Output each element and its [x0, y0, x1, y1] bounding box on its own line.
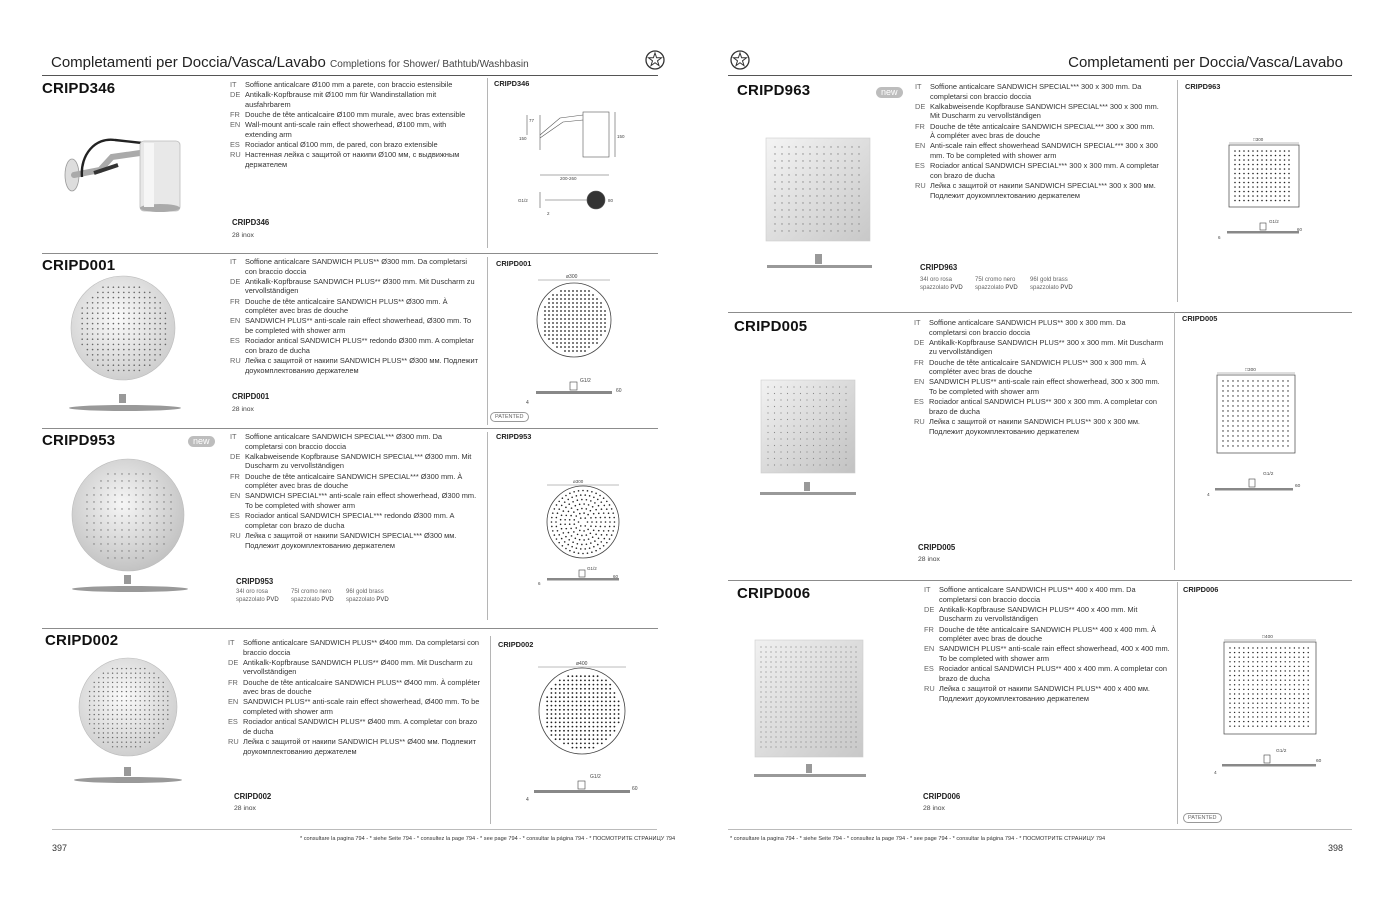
cripd002-technical-drawing — [522, 657, 647, 802]
desc-line: DE Antikalk-Kopfbrause SANDWICH PLUS** Ø400 mm. Mit Duscharm zu vervollständigen — [228, 657, 473, 677]
product-code-cripd963: CRIPD963 — [737, 82, 811, 99]
footer-rule — [52, 829, 657, 830]
cripd953-drawing-code: CRIPD953 — [496, 432, 532, 441]
desc-line: ES Rociador antical SANDWICH PLUS** 400 x 400 mm. A completar con brazo de ducha — [924, 664, 1167, 683]
desc-line: FR Douche de tête anticalcaire SANDWICH PLUS** 300 x 300 mm. À compléter avec bras de douche — [914, 357, 1146, 377]
desc-line: DE Antikalk-Kopfbrause mit Ø100 mm für Wandinstallation mit ausfahrbarem — [230, 90, 437, 109]
dim-label: 60 — [1295, 484, 1301, 489]
desc-line: DE Antikalk-Kopfbrause SANDWICH PLUS** Ø300 mm. Mit Duscharm zu vervollständigen — [230, 276, 475, 296]
cripd001-drawing-code: CRIPD001 — [496, 259, 532, 268]
product-code-cripd953: CRIPD953 — [42, 432, 116, 449]
dim-label: G1/2 — [1263, 472, 1274, 477]
cripd006-bottom-code: CRIPD006 — [923, 792, 961, 801]
dim-label: □300 — [1245, 368, 1256, 373]
left-page-title — [51, 54, 529, 71]
desc-line: DE Kalkabweisende Kopfbrause SANDWICH SPECIAL*** Ø300 mm. Mit Duscharm zu vervollständigen — [230, 451, 472, 471]
finish-option: 96I gold brass spazzolato PVD — [346, 589, 389, 603]
desc-line: IT Soffione anticalcare SANDWICH PLUS** Ø300 mm. Da completarsi con braccio doccia — [230, 257, 468, 276]
desc-line: EN SANDWICH PLUS** anti-scale rain effect showerhead, Ø400 mm. To be completed with shower arm — [228, 697, 480, 716]
cripd953-technical-drawing — [535, 477, 635, 587]
dim-label: ø300 — [573, 479, 584, 484]
cripd005-description — [914, 318, 1164, 437]
dim-label: G1/2 — [1276, 749, 1287, 754]
product-code-cripd002: CRIPD002 — [45, 632, 119, 649]
dim-label: 80 — [608, 198, 614, 203]
desc-line: EN SANDWICH PLUS** anti-scale rain effect showerhead, Ø300 mm. To be completed with shower arm — [230, 316, 472, 335]
desc-line: ES Rociador antical SANDWICH PLUS** Ø400 mm. A completar con brazo de ducha — [228, 717, 478, 736]
finish-option: 96I gold brass spazzolato PVD — [1030, 277, 1073, 291]
cripd005-product-image — [758, 378, 863, 503]
cripd002-drawing-code: CRIPD002 — [498, 640, 534, 649]
section-divider — [42, 428, 658, 429]
star-emblem-icon — [645, 50, 665, 70]
desc-line: IT Soffione anticalcare SANDWICH PLUS** Ø400 mm. Da completarsi con braccio doccia — [228, 638, 480, 657]
desc-line: ES Rociador antical SANDWICH PLUS** 300 x 300 mm. A completar con brazo de ducha — [914, 397, 1157, 416]
dim-label: 60 — [613, 574, 619, 579]
cripd001-description — [230, 257, 480, 376]
cripd346-finish: 28 inox — [232, 232, 254, 239]
dim-label: ø300 — [566, 274, 578, 280]
desc-line: FR Douche de tête anticalcaire SANDWICH PLUS** Ø400 mm. À compléter avec bras de douche — [228, 677, 481, 697]
dim-label: G1/2 — [518, 198, 528, 203]
cripd346-drawing-code: CRIPD346 — [494, 79, 530, 88]
desc-line: RU Лейка с защитой от накипи SANDWICH PLUS** 300 x 300 мм. Подлежит доукомплектованию держателем — [914, 416, 1140, 436]
cripd346-bottom-code: CRIPD346 — [232, 218, 270, 227]
column-divider — [490, 636, 491, 824]
desc-line: RU Лейка с защитой от накипи SANDWICH SPECIAL*** Ø300 мм. Подлежит доукомплектованию держателем — [230, 530, 457, 550]
column-divider — [1177, 80, 1178, 302]
desc-line: EN Anti-scale rain effect showerhead SANDWICH SPECIAL*** 300 x 300 mm. To be completed with shower arm — [915, 141, 1158, 160]
cripd001-technical-drawing — [520, 270, 630, 410]
column-divider — [487, 432, 488, 620]
desc-line: ES Rociador antical SANDWICH SPECIAL*** redondo Ø300 mm. A completar con brazo de ducha — [230, 511, 455, 530]
dim-label: G1/2 — [1269, 219, 1279, 224]
right-page-title: Completamenti per Doccia/Vasca/Lavabo — [1068, 54, 1343, 71]
desc-line: FR Douche de tête anticalcaire SANDWICH SPECIAL*** 300 x 300 mm. À compléter avec bras de douche — [915, 121, 1155, 141]
new-badge: new — [188, 436, 215, 447]
cripd953-finishes — [236, 589, 391, 604]
desc-line: RU Лейка с защитой от накипи SANDWICH PLUS** Ø400 мм. Подлежит доукомплектованию держателем — [228, 736, 476, 756]
cripd002-description — [228, 638, 480, 757]
dim-label: 6 — [1218, 235, 1221, 240]
product-code-cripd346: CRIPD346 — [42, 80, 116, 97]
finish-option: 75I cromo nero spazzolato PVD — [975, 277, 1018, 291]
new-badge: new — [876, 87, 903, 98]
desc-line: FR Douche de tête anticalcaire Ø100 mm murale, avec bras extensible — [230, 109, 466, 119]
dim-label: ø400 — [576, 661, 588, 667]
section-divider — [42, 628, 658, 629]
desc-line: RU Лейка с защитой от накипи SANDWICH SPECIAL*** 300 x 300 мм. Подлежит доукомплектованию держателем — [915, 180, 1156, 200]
dim-label: 4 — [1214, 771, 1217, 776]
product-code-cripd005: CRIPD005 — [734, 318, 808, 335]
dim-label: 2 — [547, 211, 550, 216]
desc-line: EN SANDWICH SPECIAL*** anti-scale rain effect showerhead, Ø300 mm. To be completed with shower arm — [230, 491, 477, 510]
product-code-cripd006: CRIPD006 — [737, 585, 811, 602]
dim-label: 60 — [1316, 759, 1322, 764]
left-page-footer: * consultare la pagina 794 - * siehe Seite 794 - * consultez la page 794 - * see page 794 - * consultar la página 794 - * ПОСМОТРИТЕ СТРАНИЦУ 794 — [300, 836, 676, 842]
desc-line: IT Soffione anticalcare SANDWICH PLUS** 400 x 400 mm. Da completarsi con braccio doccia — [924, 585, 1136, 604]
desc-line: FR Douche de tête anticalcaire SANDWICH SPECIAL*** Ø300 mm. À compléter avec bras de douche — [230, 471, 463, 491]
cripd005-technical-drawing — [1205, 365, 1310, 500]
cripd953-bottom-code: CRIPD953 — [236, 577, 274, 586]
cripd953-product-image — [70, 463, 190, 598]
column-divider — [1174, 312, 1175, 570]
desc-line: EN Wall-mount anti-scale rain effect showerhead, Ø100 mm, with extending arm — [230, 120, 447, 139]
desc-line: DE Antikalk-Kopfbrause SANDWICH PLUS** 300 x 300 mm. Mit Duscharm zu vervollständigen — [914, 337, 1164, 357]
dim-label: G1/2 — [587, 566, 597, 571]
cripd963-technical-drawing — [1215, 135, 1310, 245]
cripd002-product-image — [72, 657, 187, 787]
desc-line: IT Soffione anticalcare SANDWICH SPECIAL*** 300 x 300 mm. Da completarsi con braccio doccia — [915, 82, 1142, 101]
right-header-rule — [728, 75, 1352, 76]
cripd963-description — [915, 82, 1160, 201]
desc-line: ES Rociador antical SANDWICH PLUS** redondo Ø300 mm. A completar con brazo de ducha — [230, 336, 474, 355]
dim-label: 60 — [632, 786, 638, 792]
dim-label: 4 — [1207, 493, 1210, 498]
section-divider — [42, 253, 658, 254]
product-code-cripd001: CRIPD001 — [42, 257, 116, 274]
desc-line: FR Douche de tête anticalcaire SANDWICH PLUS** Ø300 mm. À compléter avec bras de douche — [230, 296, 448, 316]
desc-line: RU Лейка с защитой от накипи SANDWICH PLUS** Ø300 мм. Подлежит доукомплектованию держателем — [230, 355, 478, 375]
desc-line: RU Лейка с защитой от накипи SANDWICH PLUS** 400 x 400 мм. Подлежит доукомплектованию держателем — [924, 683, 1150, 703]
column-divider — [487, 257, 488, 425]
dim-label: 150 — [519, 136, 527, 141]
finish-option: 75I cromo nero spazzolato PVD — [291, 589, 334, 603]
star-emblem-icon — [730, 50, 750, 70]
footer-rule — [728, 829, 1352, 830]
cripd005-drawing-code: CRIPD005 — [1182, 314, 1218, 323]
desc-line: ES Rociador antical SANDWICH SPECIAL*** 300 x 300 mm. A completar con brazo de ducha — [915, 161, 1159, 180]
left-page-subtitle: Completions for Shower/ Bathtub/Washbasin — [330, 59, 529, 70]
cripd001-product-image — [65, 278, 185, 413]
desc-line: EN SANDWICH PLUS** anti-scale rain effect showerhead, 300 x 300 mm. To be completed with shower arm — [914, 377, 1160, 396]
cripd005-bottom-code: CRIPD005 — [918, 543, 956, 552]
section-divider — [728, 312, 1352, 313]
dim-label: 150 — [617, 134, 625, 139]
cripd002-finish: 28 inox — [234, 805, 256, 812]
cripd006-product-image — [752, 638, 872, 783]
cripd953-description — [230, 432, 480, 551]
desc-line: ES Rociador antical Ø100 mm, de pared, con brazo extensible — [230, 139, 438, 149]
right-page-number: 398 — [1328, 843, 1344, 853]
dim-label: 77 — [529, 118, 535, 123]
left-page-number: 397 — [52, 843, 68, 853]
dim-label: 6 — [538, 581, 541, 586]
cripd963-bottom-code: CRIPD963 — [920, 263, 958, 272]
dim-label: 4 — [526, 400, 529, 406]
cripd001-finish: 28 inox — [232, 406, 254, 413]
cripd346-description — [230, 80, 480, 170]
desc-line: DE Kalkabweisende Kopfbrause SANDWICH SPECIAL*** 300 x 300 mm. Mit Duscharm zu vervollständigen — [915, 101, 1159, 121]
desc-line: FR Douche de tête anticalcaire SANDWICH PLUS** 400 x 400 mm. À compléter avec bras de douche — [924, 624, 1156, 644]
left-page-title-main: Completamenti per Doccia/Vasca/Lavabo — [51, 54, 326, 71]
desc-line: IT Soffione anticalcare SANDWICH PLUS** 300 x 300 mm. Da completarsi con braccio doccia — [914, 318, 1126, 337]
desc-line: EN SANDWICH PLUS** anti-scale rain effect showerhead, 400 x 400 mm. To be completed with shower arm — [924, 644, 1170, 663]
dim-label: 4 — [526, 797, 529, 803]
cripd346-technical-drawing — [505, 100, 635, 220]
desc-line: IT Soffione anticalcare SANDWICH SPECIAL*** Ø300 mm. Da completarsi con braccio doccia — [230, 432, 443, 451]
cripd963-finishes — [920, 277, 1075, 292]
dim-label: 60 — [1297, 227, 1303, 232]
cripd006-finish: 28 inox — [923, 805, 945, 812]
cripd002-bottom-code: CRIPD002 — [234, 792, 272, 801]
patented-badge: PATENTED — [1183, 813, 1222, 823]
finish-option: 34I oro rosa spazzolato PVD — [920, 277, 963, 291]
dim-label: 200-260 — [560, 176, 577, 181]
dim-label: □400 — [1262, 635, 1273, 640]
dim-label: G1/2 — [580, 378, 591, 384]
column-divider — [487, 78, 488, 248]
desc-line: IT Soffione anticalcare Ø100 mm a parete, con braccio estensibile — [230, 80, 453, 89]
cripd006-description — [924, 585, 1172, 704]
cripd346-product-image — [60, 115, 195, 215]
cripd006-drawing-code: CRIPD006 — [1183, 585, 1219, 594]
finish-option: 34I oro rosa spazzolato PVD — [236, 589, 279, 603]
cripd963-product-image — [765, 137, 877, 277]
dim-label: 60 — [616, 388, 622, 394]
column-divider — [1177, 582, 1178, 824]
right-page-footer: * consultare la pagina 794 - * siehe Seite 794 - * consultez la page 794 - * see page 794 - * consultar la página 794 - * ПОСМОТРИТЕ СТРАНИЦУ 794 — [730, 836, 1106, 842]
patented-badge: PATENTED — [490, 412, 529, 422]
cripd005-finish: 28 inox — [918, 556, 940, 563]
left-header-rule — [42, 75, 658, 76]
cripd963-drawing-code: CRIPD963 — [1185, 82, 1221, 91]
cripd006-technical-drawing — [1210, 628, 1330, 778]
dim-label: □300 — [1253, 137, 1264, 142]
section-divider — [728, 580, 1352, 581]
cripd001-bottom-code: CRIPD001 — [232, 392, 270, 401]
desc-line: DE Antikalk-Kopfbrause SANDWICH PLUS** 400 x 400 mm. Mit Duscharm zu vervollständigen — [924, 604, 1138, 624]
desc-line: RU Настенная лейка с защитой от накипи Ø100 мм, с выдвижным держателем — [230, 150, 460, 169]
dim-label: G1/2 — [590, 774, 601, 780]
